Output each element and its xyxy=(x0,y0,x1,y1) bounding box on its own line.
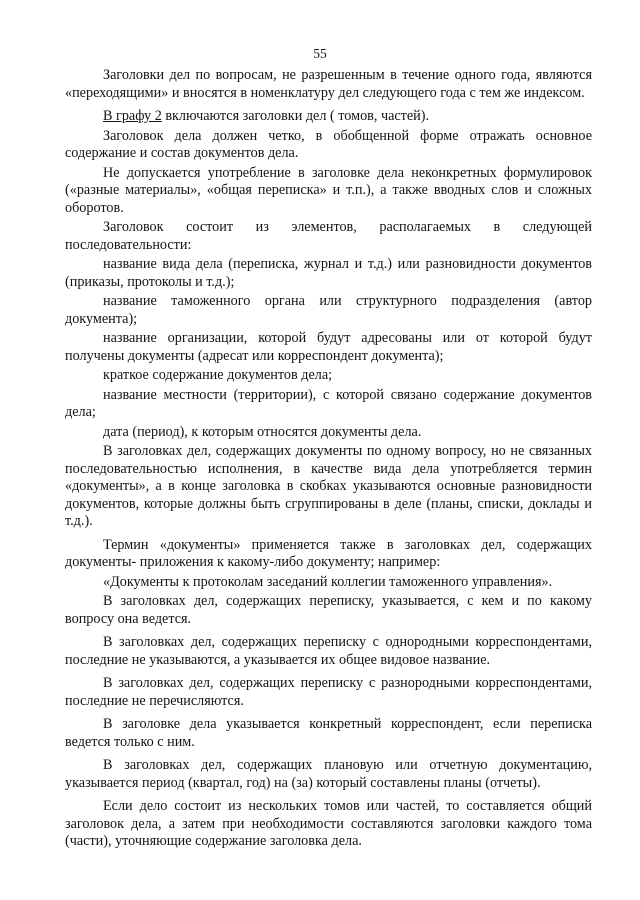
list-item: название организации, которой будут адресованы или от которой будут получены документы (адресат или корреспондент документа); xyxy=(65,330,592,364)
list-item: краткое содержание документов дела; xyxy=(103,367,333,383)
page-number: 55 xyxy=(313,46,327,61)
paragraph: Не допускается употребление в заголовке дела неконкретных формулировок («разные материалы», «общая переписка» и т.п.), а также вводных слов и сложных оборотов. xyxy=(65,164,592,216)
list-item: название местности (территории), с которой связано содержание документов дела; xyxy=(65,386,592,420)
paragraph: Термин «документы» применяется также в заголовках дел, содержащих документы- приложения к какому-либо документу; например: xyxy=(65,536,592,570)
example-quote: «Документы к протоколам заседаний коллегии таможенного управления». xyxy=(103,573,553,590)
list-item: название вида дела (переписка, журнал и т.д.) или разновидности документов (приказы, протоколы и т.д.); xyxy=(65,256,592,290)
paragraph-column-2 xyxy=(65,108,592,126)
underlined-term: В графу 2 xyxy=(103,108,162,124)
paragraph: Заголовок дела должен четко, в обобщенной форме отражать основное содержание и состав документов дела. xyxy=(65,127,592,161)
paragraph: В заголовках дел, содержащих переписку с однородными корреспондентами, последние не указываются, а указывается их общее видовое название. xyxy=(65,634,592,668)
document-body xyxy=(65,67,592,851)
paragraph: Заголовки дел по вопросам, не разрешенным в течение одного года, являются «переходящими» и вносятся в номенклатуру дел следующего года с тем же индексом. xyxy=(65,67,592,101)
list-item: дата (период), к которым относятся документы дела. xyxy=(103,423,422,440)
paragraph: В заголовках дел, содержащих переписку с разнородными корреспондентами, последние не перечисляются. xyxy=(65,675,592,709)
paragraph: Если дело состоит из нескольких томов или частей, то составляется общий заголовок дела, а затем при необходимости составляются заголовки каждого тома (части), уточняющие содержание заголовка дела. xyxy=(65,798,592,849)
paragraph-text: включаются заголовки дел ( томов, частей). xyxy=(161,108,430,124)
paragraph: В заголовках дел, содержащих плановую или отчетную документацию, указывается период (квартал, год) на (за) который составлены планы (отчеты). xyxy=(65,757,592,791)
paragraph: В заголовках дел, содержащих переписку, указывается, с кем и по какому вопросу она ведется. xyxy=(65,593,592,627)
paragraph: В заголовках дел, содержащих документы по одному вопросу, но не связанных последовательностью исполнения, в качестве вида дела употребляется термин «документы», а в конце заголовка в скобках указываются основные разновидности документов, которые должны быть сгруппированы в деле (планы, списки, доклады и т.д.). xyxy=(65,443,592,529)
paragraph: Заголовок состоит из элементов, располагаемых в следующей последовательности: xyxy=(65,219,592,253)
list-item: название таможенного органа или структурного подразделения (автор документа); xyxy=(65,293,592,327)
paragraph: В заголовке дела указывается конкретный корреспондент, если переписка ведется только с ним. xyxy=(65,716,592,750)
